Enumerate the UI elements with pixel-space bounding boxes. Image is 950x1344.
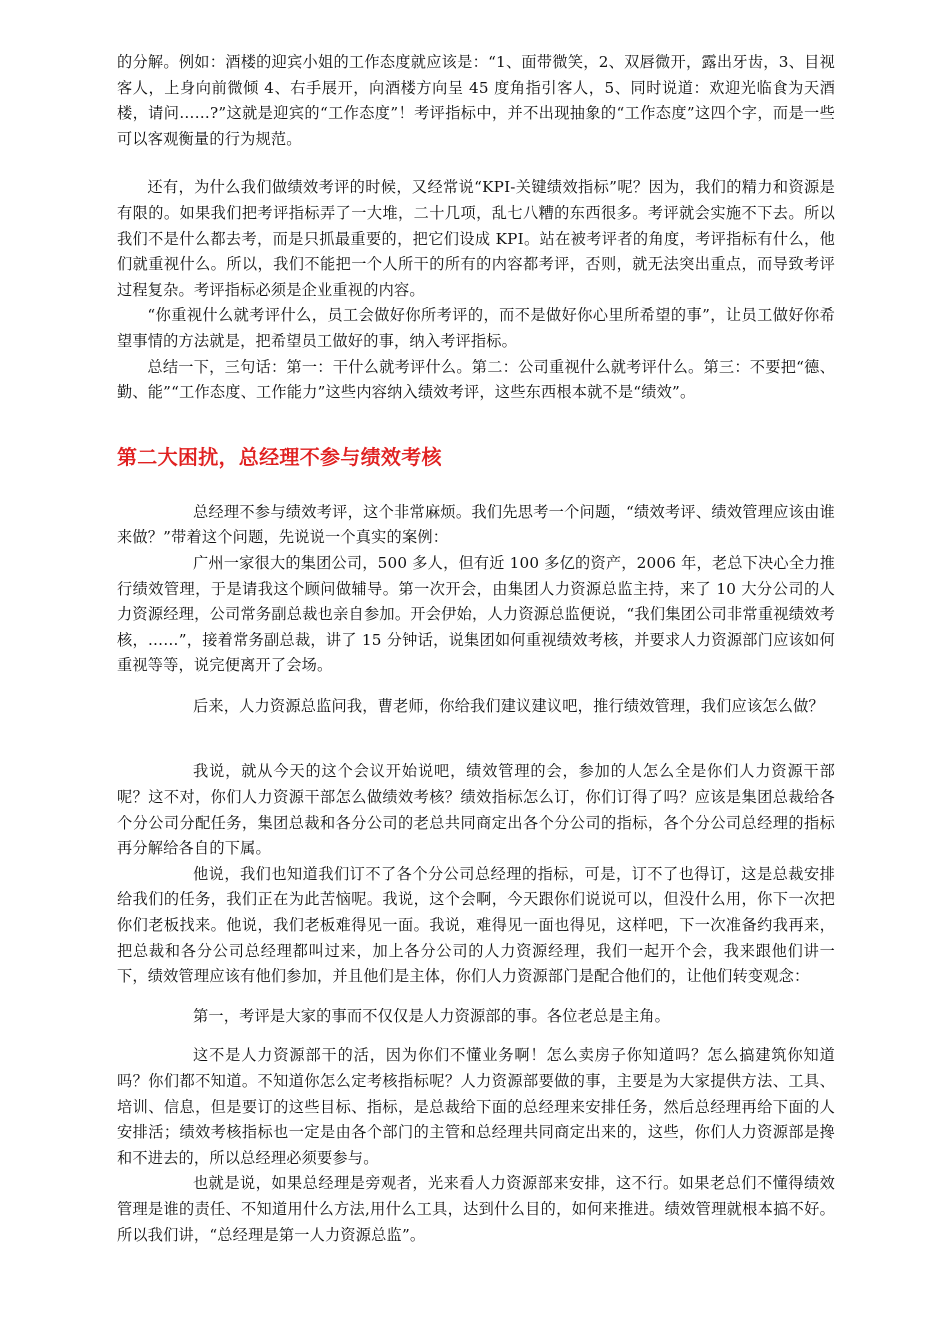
paragraph-assessment-quote: “你重视什么就考评什么，员工会做好你所考评的，而不是做好你心里所希望的事”，让员工做好你希望事情的方法就是，把希望员工做好的事，纳入考评指标。 <box>117 306 835 350</box>
paragraph-guangzhou-case: 广州一家很大的集团公司，500 多人，但有近 100 多亿的资产，2006 年，老总下决心全力推行绩效管理，于是请我这个顾问做辅导。第一次开会，由集团人力资源总监主持，来了 10 大分公司的人力资源经理，公司常务副总裁也亲自参加。开会伊始，人力资源总监便说，“我们集团公司非常重视绩效考核，……”，接着常务副总裁，讲了 15 分钟话，说集团如何重视绩效考核，并要求人力资源部门应该如何重视等等，说完便离开了会场。 <box>117 553 835 675</box>
paragraph-not-hr-work: 这不是人力资源部干的活，因为你们不懂业务啊！怎么卖房子你知道吗？怎么搞建筑你知道吗？你们都不知道。不知道你怎么定考核指标呢？人力资源部要做的事，主要是为大家提供方法、工具、培训、信息，但是要订的这些目标、指标，是总裁给下面的总经理来安排任务，然后总经理再给下面的人安排活；绩效考核指标也一定是由各个部门的主管和总经理共同商定出来的，这些，你们人力资源部是搀和不进去的，所以总经理必须要参与。 <box>117 1046 835 1167</box>
paragraph-gm-not-involved: 总经理不参与绩效考评，这个非常麻烦。我们先思考一个问题，“绩效考评、绩效管理应该由谁来做？”带着这个问题，先说说一个真实的案例： <box>117 502 835 547</box>
paragraph-hr-director-question: 后来，人力资源总监问我，曹老师，你给我们建议建议吧，推行绩效管理，我们应该怎么做？ <box>193 696 824 715</box>
document-page <box>117 50 835 1248</box>
section-heading: 第二大困扰，总经理不参与绩效考核 <box>117 444 442 469</box>
paragraph-work-attitude-example: 的分解。例如：酒楼的迎宾小姐的工作态度就应该是：“1、面带微笑，2、双唇微开，露出牙齿，3、目视客人，上身向前微倾 4、右手展开，向酒楼方向呈 45 度角指引客人，5、同时说道：欢迎光临食为天酒楼，请问……?”这就是迎宾的“工作态度”！考评指标中，并不出现抽象的“工作态度”这四个字，而是一些可以客观衡量的行为规范。 <box>117 53 835 148</box>
paragraph-my-answer: 我说，就从今天的这个会议开始说吧，绩效管理的会，参加的人怎么全是你们人力资源干部呢？这不对，你们人力资源干部怎么做绩效考核？绩效指标怎么订，你们订得了吗？应该是集团总裁给各个分公司分配任务，集团总裁和各分公司的老总共同商定出各个分公司的指标，各个分公司总经理的指标再分解给各自的下属。 <box>117 762 835 858</box>
paragraph-point-one: 第一，考评是大家的事而不仅仅是人力资源部的事。各位老总是主角。 <box>193 1006 671 1025</box>
paragraph-his-reply: 他说，我们也知道我们订不了各个分公司总经理的指标，可是，订不了也得订，这是总裁安排给我们的任务，我们正在为此苦恼呢。我说，这个会啊，今天跟你们说说可以，但没什么用，你下一次把你们老板找来。他说，我们老板难得见一面。我说，难得见一面也得见，这样吧，下一次准备约我再来，把总裁和各分公司总经理都叫过来，加上各分公司的人力资源经理，我们一起开个会，我来跟他们讲一下，绩效管理应该有他们参加，并且他们是主体，你们人力资源部门是配合他们的，让他们转变观念： <box>117 864 835 986</box>
paragraph-kpi-explanation: 还有，为什么我们做绩效考评的时候，又经常说“KPI-关键绩效指标”呢？因为，我们的精力和资源是有限的。如果我们把考评指标弄了一大堆，二十几项，乱七八糟的东西很多。考评就会实施不下去。所以我们不是什么都去考，而是只抓最重要的，把它们设成 KPI。站在被考评者的角度，考评指标有什么，他们就重视什么。所以，我们不能把一个人所干的所有的内容都考评，否则，就无法突出重点，而导致考评过程复杂。考评指标必须是企业重视的内容。 <box>117 178 835 299</box>
paragraph-gm-first-hr-director: 也就是说，如果总经理是旁观者，光来看人力资源部来安排，这不行。如果老总们不懂得绩效管理是谁的责任、不知道用什么方法,用什么工具，达到什么目的，如何来推进。绩效管理就根本搞不好。所以我们讲，“总经理是第一人力资源总监”。 <box>117 1174 835 1244</box>
paragraph-summary: 总结一下，三句话：第一：干什么就考评什么。第二：公司重视什么就考评什么。第三：不要把“德、勤、能”“工作态度、工作能力”这些内容纳入绩效考评，这些东西根本就不是“绩效”。 <box>117 357 835 402</box>
